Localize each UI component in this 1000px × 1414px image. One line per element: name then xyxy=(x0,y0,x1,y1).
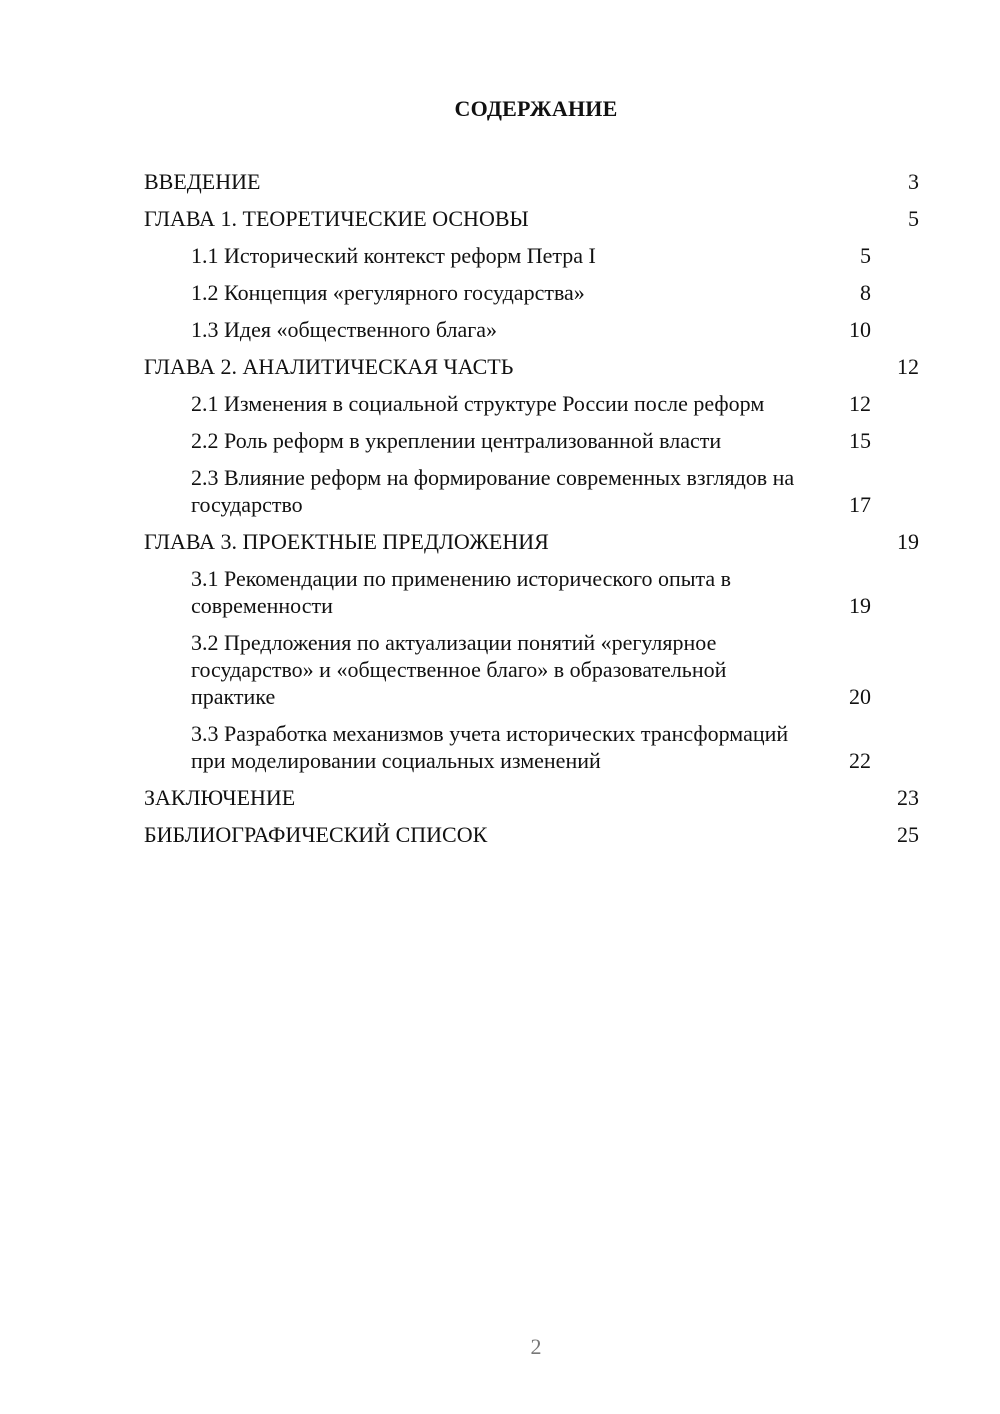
toc-entry-section-2-2[interactable] xyxy=(144,427,919,454)
toc-entry-section-1-3[interactable] xyxy=(144,316,919,343)
toc-entry-text: ГЛАВА 1. ТЕОРЕТИЧЕСКИЕ ОСНОВЫ xyxy=(144,206,529,231)
toc-entry-page: 5 xyxy=(908,206,919,231)
toc-title: СОДЕРЖАНИЕ xyxy=(454,96,618,121)
toc-entry-introduction[interactable] xyxy=(144,168,919,195)
toc-entry-text: БИБЛИОГРАФИЧЕСКИЙ СПИСОК xyxy=(144,822,488,847)
toc-entry-page: 12 xyxy=(897,354,919,379)
toc-entry-section-3-1[interactable] xyxy=(144,565,919,619)
toc-entry-text: ВВЕДЕНИЕ xyxy=(144,169,261,194)
toc-entry-page: 20 xyxy=(849,684,871,709)
toc-entry-page: 15 xyxy=(849,428,871,453)
toc-entry-page: 22 xyxy=(849,748,871,773)
page-number: 2 xyxy=(530,1334,542,1359)
toc-entry-chapter-1[interactable] xyxy=(144,205,919,232)
toc-entry-text: 2.2 Роль реформ в укреплении централизованной власти xyxy=(191,428,722,453)
toc-entry-section-3-2[interactable] xyxy=(144,629,919,710)
toc-entry-conclusion[interactable] xyxy=(144,784,919,811)
toc-entry-text: 3.2 Предложения по актуализации понятий «регулярное государство» и «общественное благо» в образовательной практике xyxy=(191,630,727,709)
toc-entry-section-2-1[interactable] xyxy=(144,390,919,417)
toc-entry-text: 1.1 Исторический контекст реформ Петра I xyxy=(191,243,596,268)
toc-entry-section-3-3[interactable] xyxy=(144,720,919,774)
toc-entry-text: 2.1 Изменения в социальной структуре России после реформ xyxy=(191,391,765,416)
toc-entry-text: 1.3 Идея «общественного блага» xyxy=(191,317,498,342)
toc-entry-page: 10 xyxy=(849,317,871,342)
toc-entry-section-2-3[interactable] xyxy=(144,464,919,518)
toc-entry-page: 19 xyxy=(849,593,871,618)
toc-entry-text: 3.1 Рекомендации по применению исторического опыта в современности xyxy=(191,566,732,618)
table-of-contents xyxy=(144,168,919,858)
toc-entry-text: ЗАКЛЮЧЕНИЕ xyxy=(144,785,296,810)
toc-entry-page: 25 xyxy=(897,822,919,847)
toc-entry-page: 17 xyxy=(849,492,871,517)
toc-entry-chapter-3[interactable] xyxy=(144,528,919,555)
toc-entry-text: ГЛАВА 2. АНАЛИТИЧЕСКАЯ ЧАСТЬ xyxy=(144,354,514,379)
toc-entry-section-1-1[interactable] xyxy=(144,242,919,269)
toc-entry-page: 3 xyxy=(908,169,919,194)
toc-entry-text: 2.3 Влияние реформ на формирование современных взглядов на государство xyxy=(191,465,795,517)
toc-entry-page: 8 xyxy=(860,280,871,305)
toc-entry-page: 23 xyxy=(897,785,919,810)
toc-entry-bibliography[interactable] xyxy=(144,821,919,848)
toc-entry-chapter-2[interactable] xyxy=(144,353,919,380)
toc-entry-section-1-2[interactable] xyxy=(144,279,919,306)
toc-entry-page: 12 xyxy=(849,391,871,416)
toc-entry-page: 19 xyxy=(897,529,919,554)
toc-entry-text: 3.3 Разработка механизмов учета исторических трансформаций при моделировании социальных изменений xyxy=(191,721,789,773)
toc-entry-text: 1.2 Концепция «регулярного государства» xyxy=(191,280,585,305)
toc-entry-text: ГЛАВА 3. ПРОЕКТНЫЕ ПРЕДЛОЖЕНИЯ xyxy=(144,529,549,554)
toc-entry-page: 5 xyxy=(860,243,871,268)
